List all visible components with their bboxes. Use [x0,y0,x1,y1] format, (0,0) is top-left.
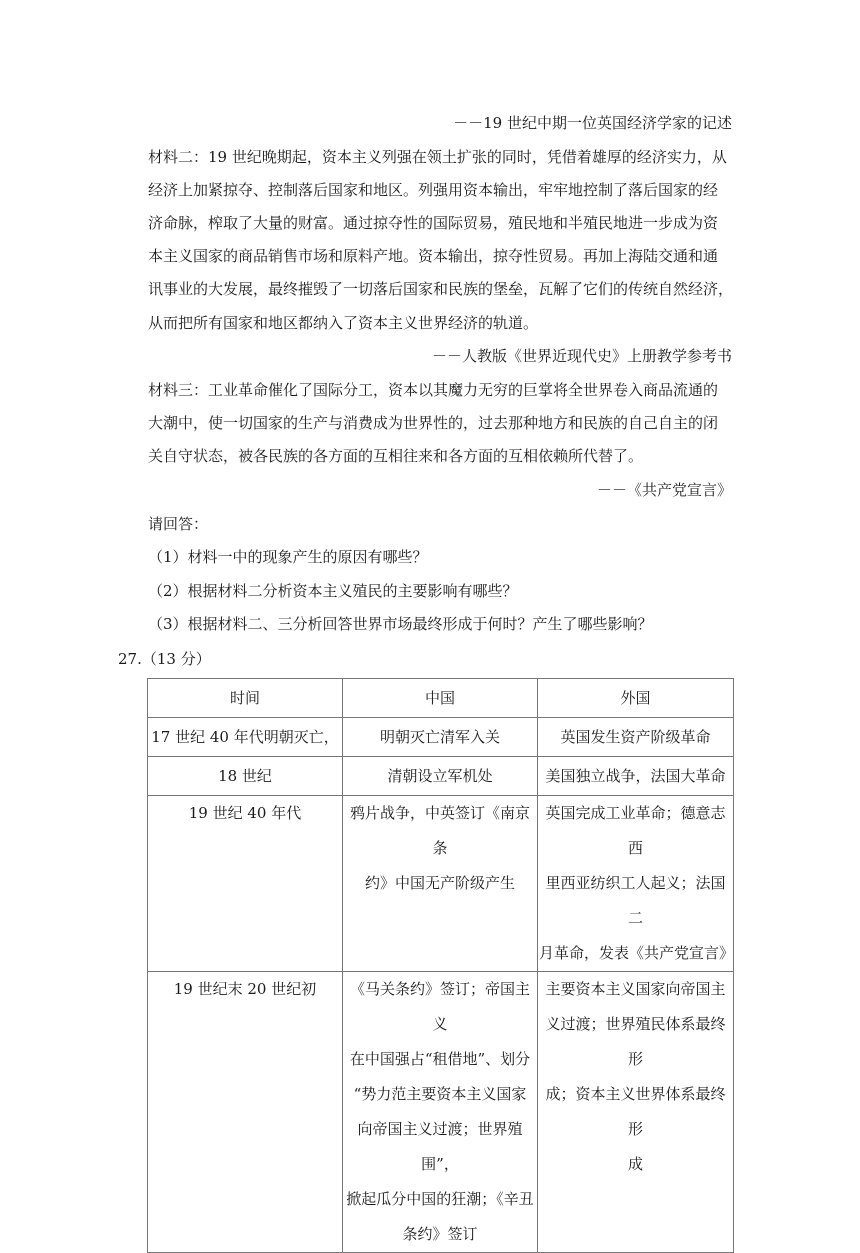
header-china: 中国 [343,679,538,718]
cell-china: 清朝设立军机处 [343,757,538,796]
cell-foreign [538,972,734,1253]
cell-line: 在中国强占“租借地”、划分 [349,1050,531,1068]
header-foreign: 外国 [538,679,734,718]
cell-line: 成 [627,1155,643,1173]
history-events-table [147,678,734,1253]
cell-time [148,972,343,1253]
cell-line: 义过渡；世界殖民体系最终形 [545,1015,726,1068]
cell-foreign: 英国发生资产阶级革命 [538,718,734,757]
table-row [148,972,734,1253]
cell-line: 鸦片战争，中英签订《南京条 [349,804,530,857]
material3-line: 材料三：工业革命催化了国际分工，资本以其魔力无穷的巨掌将全世界卷入商品流通的 [148,381,719,399]
cell-time: 18 世纪 [148,757,343,796]
cell-line: 英国完成工业革命；德意志西 [545,804,726,857]
question-1: （1）材料一中的现象产生的原因有哪些？ [148,548,428,566]
material1-source: －－19 世纪中期一位英国经济学家的记述 [453,114,732,132]
table-row [148,718,734,757]
cell-china: 明朝灭亡清军入关 [343,718,538,757]
material2-line: 济命脉，榨取了大量的财富。通过掠夺性的国际贸易，殖民地和半殖民地进一步成为资 [148,214,719,232]
answer-prompt: 请回答： [148,515,209,533]
table-row [148,757,734,796]
material3-source: －－《共产党宣言》 [596,481,732,499]
material2-line: 材料二：19 世纪晚期起，资本主义列强在领土扩张的同时，凭借着雄厚的经济实力，从 [148,148,727,166]
cell-china [343,972,538,1253]
cell-line: 主要资本主义国家向帝国主 [545,980,726,998]
cell-line: 《马关条约》签订；帝国主义 [349,980,530,1033]
material2-line: 经济上加紧掠夺、控制落后国家和地区。列强用资本输出，牢牢地控制了落后国家的经 [148,181,719,199]
cell-foreign: 美国独立战争，法国大革命 [538,757,734,796]
material2-source: －－人教版《世界近现代史》上册教学参考书 [431,347,732,365]
question-3: （3）根据材料二、三分析回答世界市场最终形成于何时？产生了哪些影响？ [148,615,653,633]
cell-line: 向帝国主义过渡；世界殖围”， [357,1120,523,1173]
cell-line: 约》中国无产阶级产生 [364,874,515,892]
question-2: （2）根据材料二分析资本主义殖民的主要影响有哪些？ [148,582,518,600]
cell-line: 19 世纪末 20 世纪初 [173,980,317,998]
table-row [148,796,734,972]
material2-line: 从而把所有国家和地区都纳入了资本主义世界经济的轨道。 [148,314,539,332]
cell-line: 月革命，发表《共产党宣言》 [539,944,735,962]
cell-china [343,796,538,972]
material2-line: 讯事业的大发展，最终摧毁了一切落后国家和民族的堡垒，瓦解了它们的传统自然经济， [148,280,734,298]
cell-time [148,796,343,972]
material3-line: 关自守状态，被各民族的各方面的互相往来和各方面的互相依赖所代替了。 [148,447,644,465]
cell-line: “势力范主要资本主义国家 [353,1085,527,1103]
cell-line: 掀起瓜分中国的狂潮；《辛丑 [346,1190,534,1208]
material2-line: 本主义国家的商品销售市场和原料产地。资本输出，掠夺性贸易。再加上海陆交通和通 [148,247,719,265]
cell-line: 19 世纪 40 年代 [188,804,302,822]
material3-line: 大潮中，使一切国家的生产与消费成为世界性的，过去那种地方和民族的自己自主的闭 [148,414,719,432]
table-header-row [148,679,734,718]
cell-line: 条约》签订 [402,1225,478,1243]
cell-time: 17 世纪 40 年代明朝灭亡， [148,718,343,757]
header-time: 时间 [148,679,343,718]
cell-foreign [538,796,734,972]
cell-line: 成；资本主义世界体系最终形 [545,1085,726,1138]
question-27-number: 27.（13 分） [118,650,211,668]
cell-line: 里西亚纺织工人起义；法国二 [545,874,726,927]
